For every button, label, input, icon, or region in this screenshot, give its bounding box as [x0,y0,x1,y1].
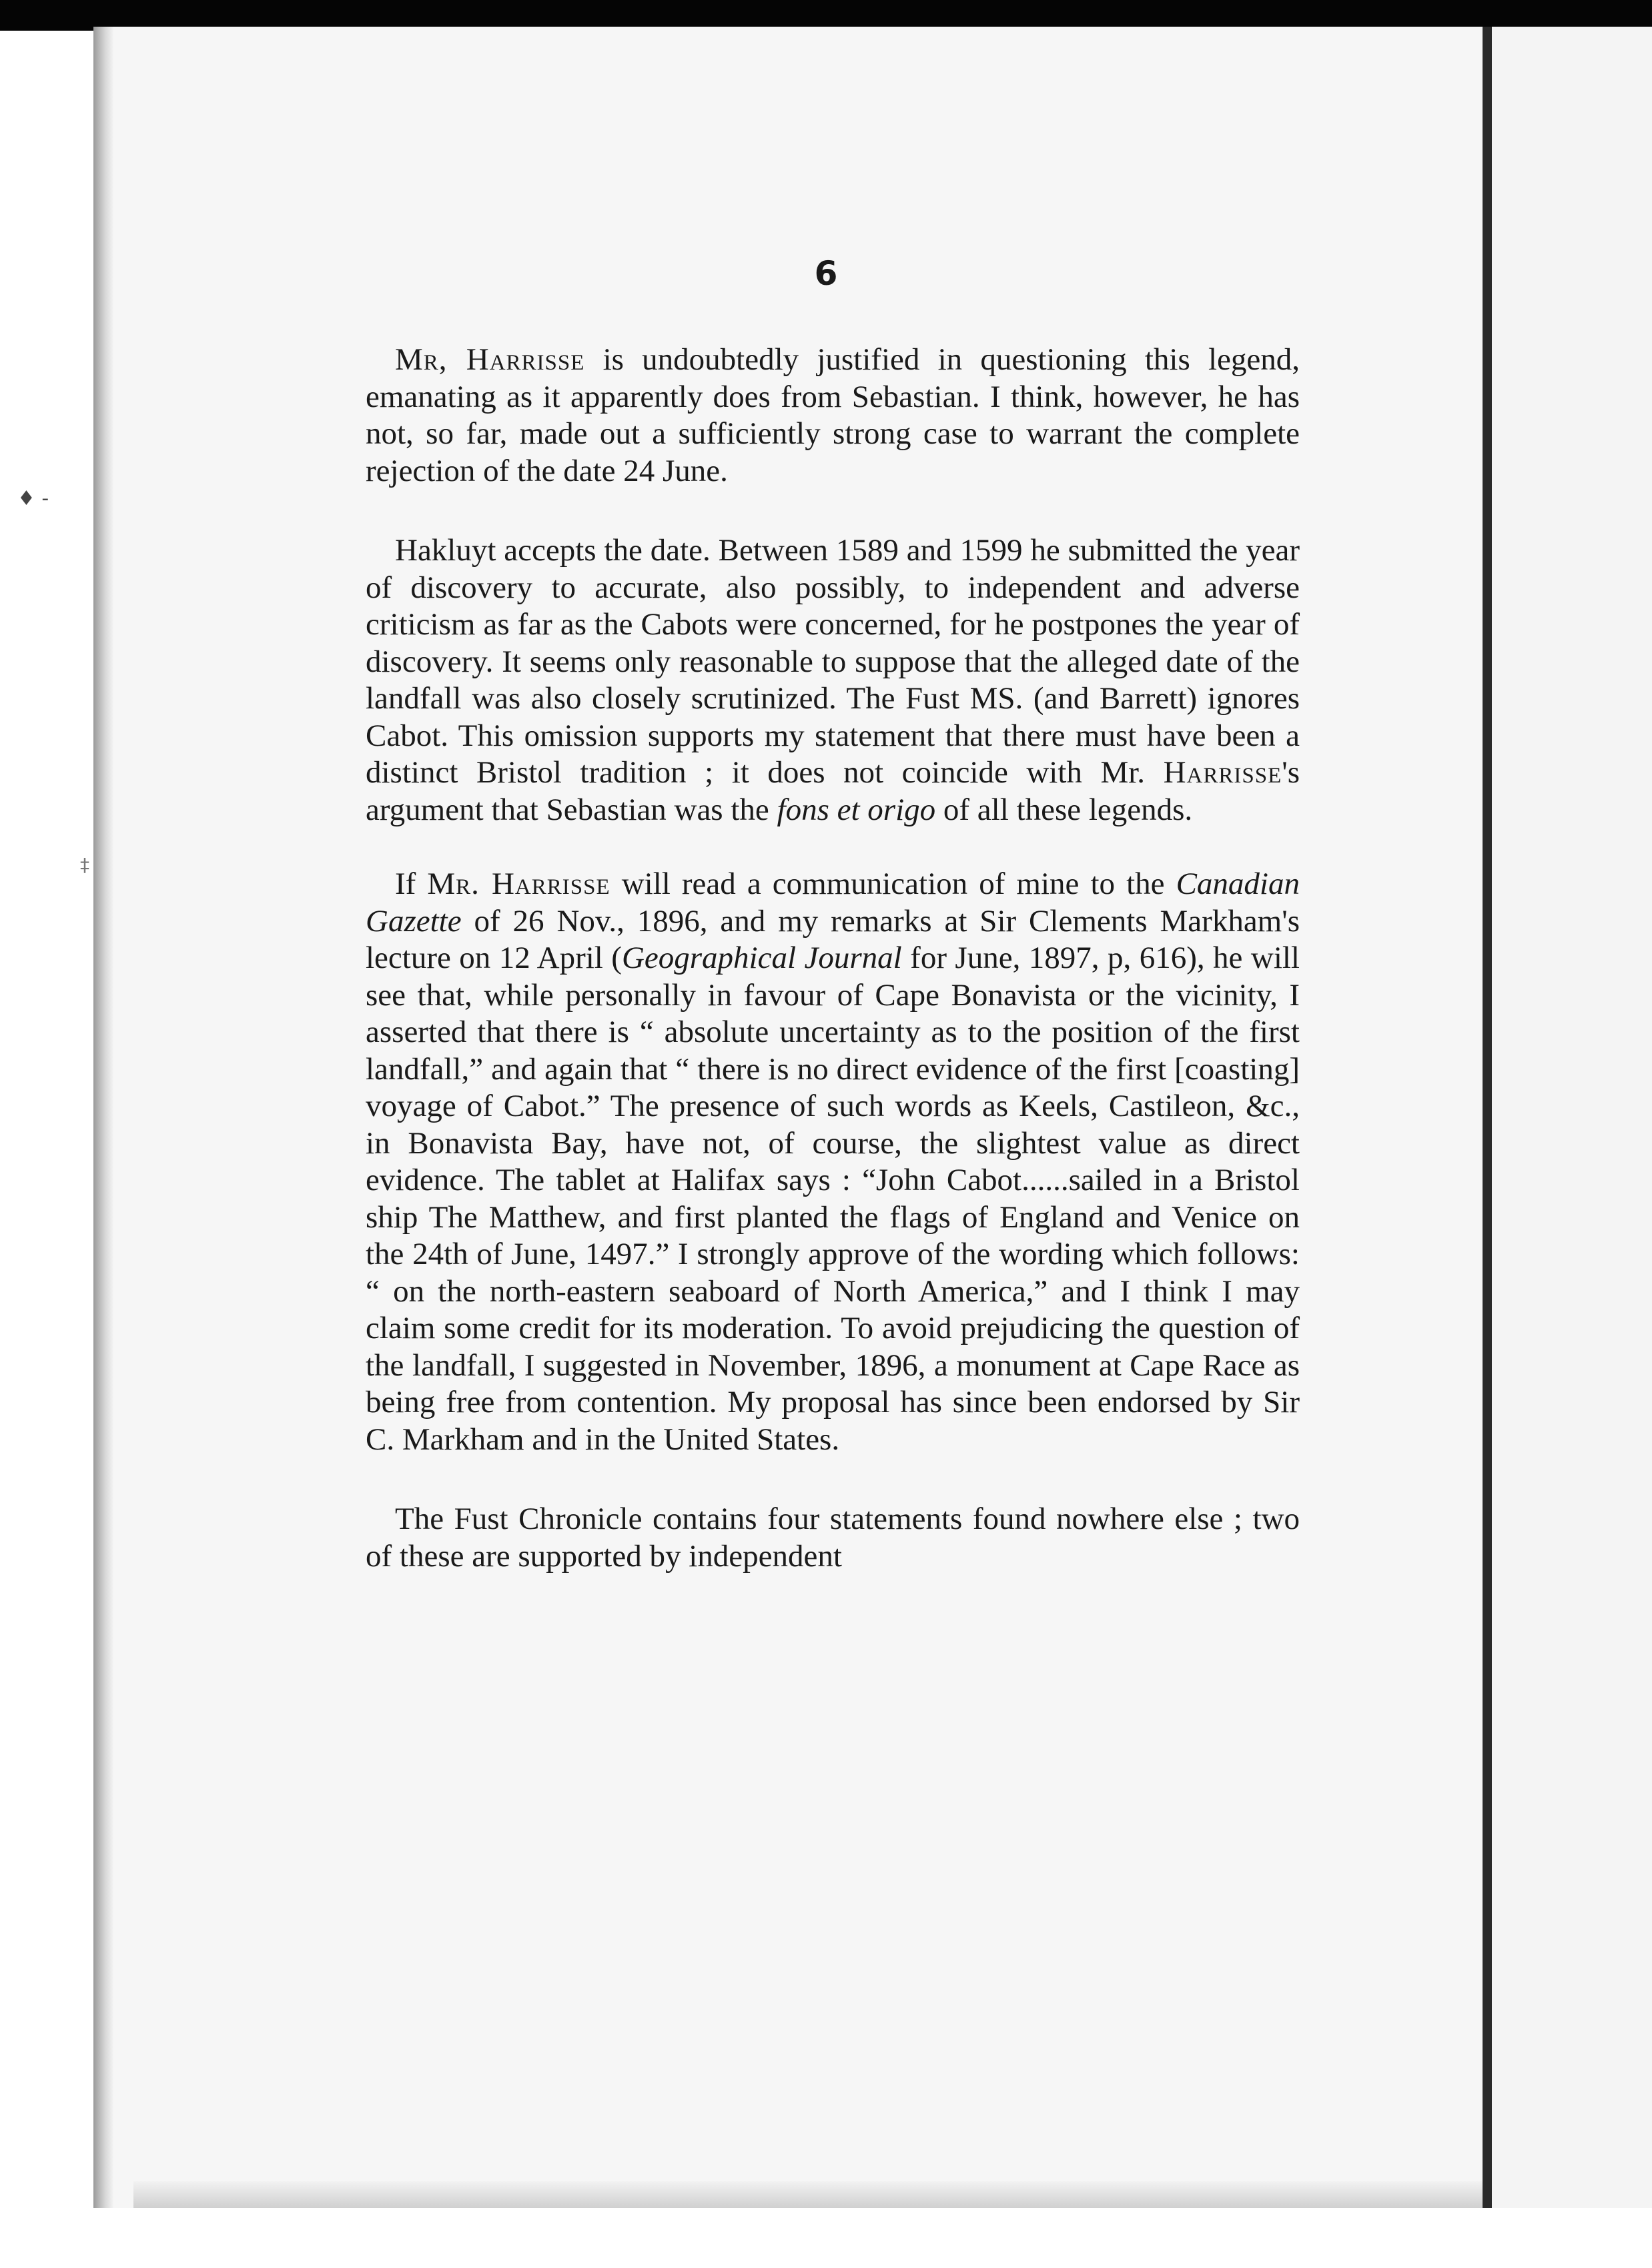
text-run: If [395,867,428,901]
margin-marks [7,467,87,934]
publication-title: Geographical Journal [621,941,902,975]
page-number: 6 [814,254,838,293]
author-name: Mr. Harrisse [427,867,610,901]
page-bottom-edge [133,2181,1501,2208]
paragraph-3 [366,866,1300,1458]
margin-mark: ♦ - [17,487,49,510]
page-left-fold [93,27,113,2208]
text-run: Hakluyt accepts the date. Between 1589 and 1599 he submitted the year of discovery to accurate, also possibly, to independent and adverse criticism as far as the Cabots were concerned, for he postpones the year of discovery. It seems only reasonable to suppose that the alleged date of the landfall was also closely scrutinized. The Fust MS. (and Barrett) ignores Cabot. This omission supports my statement that there must have been a distinct Bristol tradition ; it does not coincide with Mr. [366,533,1300,790]
latin-phrase: fons et origo [777,792,936,827]
text-run: will read a communication of mine to the [610,867,1176,901]
paragraph-4 [366,1501,1300,1575]
text-run: The Fust Chronicle contains four statements found nowhere else ; two of these are supported by independent [366,1502,1300,1574]
text-run: for June, 1897, p, 616), he will see that, while personally in favour of Cape Bonavista or the vicinity, I asserted that there is “ absolute uncertainty as to the position of the first landfall,” and again that “ there is no direct evidence of the first [coasting] voyage of Cabot.” The presence of such words as Keels, Castileon, &c., in Bonavista Bay, have not, of course, the slightest value as direct evidence. The tablet at Halifax says : “John Cabot......sailed in a Bristol ship The Matthew, and first planted the flags of England and Venice on the 24th of June, 1497.” I strongly approve of the wording which follows: “ on the north-eastern seaboard of North America,” and I think I may claim some credit for its moderation. To avoid prejudicing the question of the landfall, I suggested in November, 1896, a monument at Cape Race as being free from contention. My proposal has since been endorsed by Sir C. Markham and in the United States. [366,941,1300,1457]
text-run: is undoubtedly justified in questioning this legend, emanating as it apparently does from Sebastian. I think, however, he has not, so far, made out a sufficiently strong case to warrant the complete rejection of the date 24 June. [366,342,1300,488]
publication-title: Canadian Gazette [366,867,1300,939]
text-run: 's argument that Sebastian was the [366,755,1300,827]
author-name: Harrisse [1163,755,1282,790]
book-gutter [1483,27,1492,2208]
text-run: of 26 Nov., 1896, and my remarks at Sir Clements Markham's lecture on 12 April ( [366,903,1300,975]
adjacent-page [1492,27,1652,2208]
paragraph-1 [366,342,1300,490]
margin-mark: ‡ [80,854,89,876]
paragraph-2 [366,532,1300,828]
text-run: of all these legends. [935,792,1193,827]
author-name: Mr, Harrisse [395,342,585,377]
page-text [366,253,1300,1575]
